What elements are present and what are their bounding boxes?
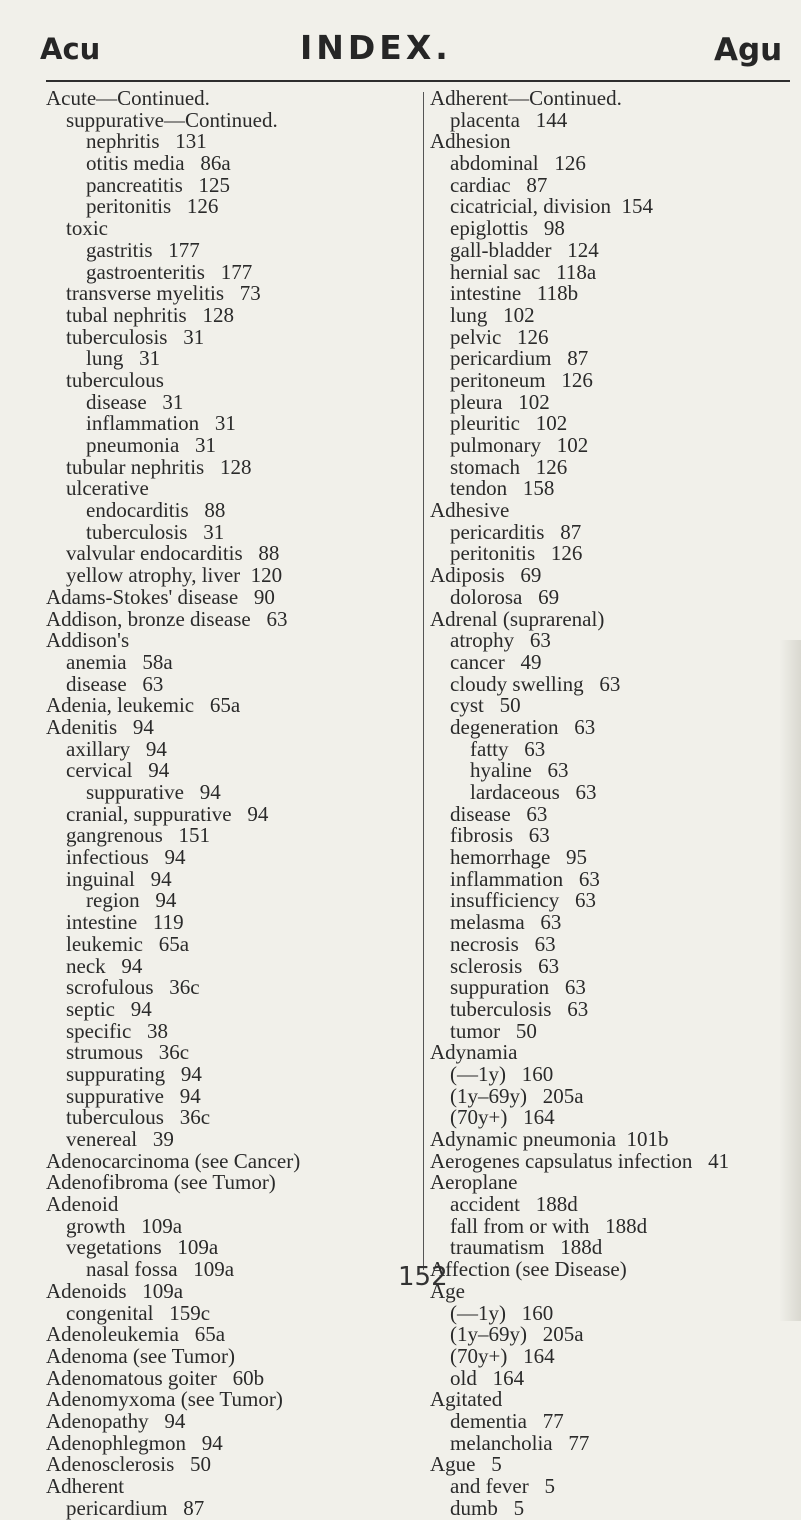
- index-entry: Ague 5: [430, 1452, 502, 1477]
- index-entry: ulcerative: [66, 476, 149, 501]
- index-entry: hyaline 63: [470, 758, 569, 783]
- index-entry: Adenoma (see Tumor): [46, 1343, 235, 1368]
- index-entry: yellow atrophy, liver 120: [66, 563, 283, 588]
- index-entry: lung 31: [86, 346, 161, 371]
- index-entry: Addison's: [46, 628, 130, 653]
- index-entry: necrosis 63: [450, 931, 556, 956]
- index-entry: traumatism 188d: [450, 1235, 603, 1260]
- index-entry: Adenoleukemia 65a: [46, 1322, 226, 1347]
- index-entry: peritonitis 126: [450, 541, 583, 566]
- index-entry: Acute—Continued.: [46, 86, 210, 110]
- index-entry: tubular nephritis 128: [66, 454, 252, 479]
- index-entry: suppurative 94: [86, 780, 221, 804]
- index-entry: tuberculous: [66, 367, 164, 392]
- index-entry: otitis media 86a: [86, 151, 231, 176]
- index-entry: neck 94: [66, 953, 143, 978]
- index-entry: vegetations 109a: [66, 1235, 219, 1260]
- index-entry: cancer 49: [450, 649, 542, 674]
- index-entry: dumb 5: [450, 1495, 525, 1520]
- index-entry: Adenomyxoma (see Tumor): [46, 1387, 283, 1412]
- index-entry: pericardium 87: [66, 1495, 205, 1520]
- header-title: INDEX.: [300, 28, 452, 67]
- index-entry: stomach 126: [450, 454, 568, 479]
- index-entry: hemorrhage 95: [450, 845, 588, 870]
- index-entry: fatty 63: [470, 736, 546, 761]
- index-entry: insufficiency 63: [450, 888, 596, 913]
- page-header: [0, 22, 801, 72]
- index-entry: lung 102: [450, 302, 535, 327]
- index-entry: gangrenous 151: [66, 823, 211, 848]
- index-entry: disease 63: [450, 801, 548, 826]
- index-entry: strumous 36c: [66, 1040, 190, 1065]
- index-entry: old 164: [450, 1365, 525, 1390]
- index-entry: Adenoids 109a: [46, 1278, 184, 1303]
- index-entry: tuberculosis 31: [66, 324, 205, 349]
- index-entry: (1y–69y) 205a: [450, 1322, 584, 1347]
- index-entry: valvular endocarditis 88: [66, 541, 280, 566]
- index-entry: Addison, bronze disease 63: [46, 606, 288, 631]
- index-entry: Adenomatous goiter 60b: [46, 1365, 265, 1390]
- index-entry: hernial sac 118a: [450, 259, 597, 284]
- index-entry: inflammation 63: [450, 866, 600, 891]
- index-entry: (70y+) 164: [450, 1343, 555, 1368]
- index-entry: Adenitis 94: [46, 714, 154, 739]
- index-entry: Adhesive: [430, 498, 510, 523]
- index-entry: (1y–69y) 205a: [450, 1083, 584, 1108]
- index-entry: inflammation 31: [86, 411, 236, 436]
- index-column-left: [46, 88, 421, 1519]
- index-entry: Adhesion: [430, 129, 511, 154]
- index-entry: tendon 158: [450, 476, 555, 501]
- index-entry: Adenoid: [46, 1192, 119, 1217]
- index-entry: leukemic 65a: [66, 931, 190, 956]
- index-entry: dolorosa 69: [450, 584, 560, 609]
- index-entry: Aeroplane: [430, 1170, 518, 1195]
- index-entry: toxic: [66, 216, 108, 241]
- index-entry: Adynamic pneumonia 101b: [430, 1127, 669, 1151]
- index-column-right: [430, 88, 790, 1519]
- index-entry: intestine 118b: [450, 281, 579, 306]
- index-entry: pneumonia 31: [86, 433, 217, 457]
- index-entry: melancholia 77: [450, 1430, 590, 1455]
- index-entry: suppurative—Continued.: [66, 107, 278, 132]
- index-entry: endocarditis 88: [86, 498, 226, 523]
- index-entry: Adenosclerosis 50: [46, 1452, 212, 1477]
- index-entry: tuberculosis 63: [450, 996, 589, 1021]
- index-entry: Adiposis 69: [430, 563, 542, 588]
- index-entry: Adenophlegmon 94: [46, 1430, 223, 1455]
- index-entry: congenital 159c: [66, 1300, 211, 1325]
- index-entry: intestine 119: [66, 910, 184, 935]
- index-entry: Adams-Stokes' disease 90: [46, 584, 275, 609]
- index-entry: tuberculosis 31: [86, 519, 225, 544]
- index-entry: nasal fossa 109a: [86, 1257, 235, 1282]
- index-entry: anemia 58a: [66, 649, 173, 674]
- index-entry: cranial, suppurative 94: [66, 801, 269, 826]
- index-entry: pancreatitis 125: [86, 172, 231, 197]
- index-entry: fall from or with 188d: [450, 1213, 648, 1238]
- index-entry: specific 38: [66, 1018, 169, 1043]
- index-entry: inguinal 94: [66, 866, 172, 891]
- index-entry: Adenia, leukemic 65a: [46, 693, 241, 718]
- header-guide-word-left: Acu: [40, 32, 101, 66]
- index-entry: scrofulous 36c: [66, 975, 200, 1000]
- index-entry: Agitated: [430, 1387, 503, 1412]
- column-divider: [423, 92, 424, 1270]
- header-guide-word-right: Agu: [714, 32, 783, 68]
- index-entry: peritoneum 126: [450, 367, 593, 392]
- index-entry: Adherent: [46, 1474, 125, 1498]
- index-entry: degeneration 63: [450, 714, 596, 739]
- index-entry: infectious 94: [66, 845, 186, 870]
- header-rule: [46, 80, 790, 82]
- index-entry: lardaceous 63: [470, 780, 597, 804]
- index-entry: cardiac 87: [450, 172, 548, 197]
- index-entry: Adrenal (suprarenal): [430, 606, 605, 631]
- index-entry: cervical 94: [66, 758, 170, 783]
- index-entry: atrophy 63: [450, 628, 551, 653]
- index-entry: and fever 5: [450, 1474, 555, 1498]
- index-entry: melasma 63: [450, 910, 562, 935]
- index-entry: transverse myelitis 73: [66, 281, 261, 306]
- index-entry: pleuritic 102: [450, 411, 568, 436]
- page-edge-shadow: [779, 640, 801, 1321]
- index-entry: suppuration 63: [450, 975, 586, 1000]
- index-entry: pericardium 87: [450, 346, 589, 371]
- index-entry: disease 63: [66, 671, 164, 696]
- page-number: 152: [398, 1262, 448, 1292]
- index-entry: gall-bladder 124: [450, 237, 599, 262]
- index-entry: tumor 50: [450, 1018, 537, 1043]
- index-entry: (70y+) 164: [450, 1105, 555, 1130]
- index-entry: placenta 144: [450, 107, 568, 132]
- index-entry: tubal nephritis 128: [66, 302, 234, 327]
- index-entry: region 94: [86, 888, 177, 913]
- index-entry: axillary 94: [66, 736, 167, 761]
- index-entry: Affection (see Disease): [430, 1257, 627, 1282]
- index-entry: pericarditis 87: [450, 519, 582, 544]
- index-entry: sclerosis 63: [450, 953, 560, 978]
- index-entry: dementia 77: [450, 1408, 564, 1433]
- index-entry: tuberculous 36c: [66, 1105, 211, 1130]
- index-entry: epiglottis 98: [450, 216, 565, 241]
- index-entry: suppurative 94: [66, 1083, 201, 1108]
- index-entry: (—1y) 160: [450, 1300, 554, 1325]
- index-entry: Adenopathy 94: [46, 1408, 186, 1433]
- index-entry: pleura 102: [450, 389, 550, 414]
- index-entry: peritonitis 126: [86, 194, 219, 219]
- index-entry: growth 109a: [66, 1213, 183, 1238]
- index-entry: disease 31: [86, 389, 184, 414]
- index-entry: accident 188d: [450, 1192, 578, 1217]
- index-entry: cyst 50: [450, 693, 521, 718]
- index-entry: pelvic 126: [450, 324, 549, 349]
- index-entry: nephritis 131: [86, 129, 207, 154]
- index-entry: suppurating 94: [66, 1061, 202, 1086]
- index-entry: cicatricial, division 154: [450, 194, 653, 219]
- index-entry: Adherent—Continued.: [430, 86, 622, 110]
- index-entry: cloudy swelling 63: [450, 671, 621, 696]
- index-entry: Age: [430, 1278, 465, 1303]
- index-entry: abdominal 126: [450, 151, 586, 176]
- index-entry: pulmonary 102: [450, 433, 589, 457]
- index-entry: Adynamia: [430, 1040, 518, 1065]
- index-entry: gastroenteritis 177: [86, 259, 253, 284]
- index-entry: septic 94: [66, 996, 152, 1021]
- index-entry: (—1y) 160: [450, 1061, 554, 1086]
- index-entry: venereal 39: [66, 1127, 174, 1151]
- index-entry: Aerogenes capsulatus infection 41: [430, 1148, 730, 1173]
- index-entry: gastritis 177: [86, 237, 200, 262]
- index-entry: fibrosis 63: [450, 823, 550, 848]
- index-entry: Adenofibroma (see Tumor): [46, 1170, 276, 1195]
- index-entry: Adenocarcinoma (see Cancer): [46, 1148, 301, 1173]
